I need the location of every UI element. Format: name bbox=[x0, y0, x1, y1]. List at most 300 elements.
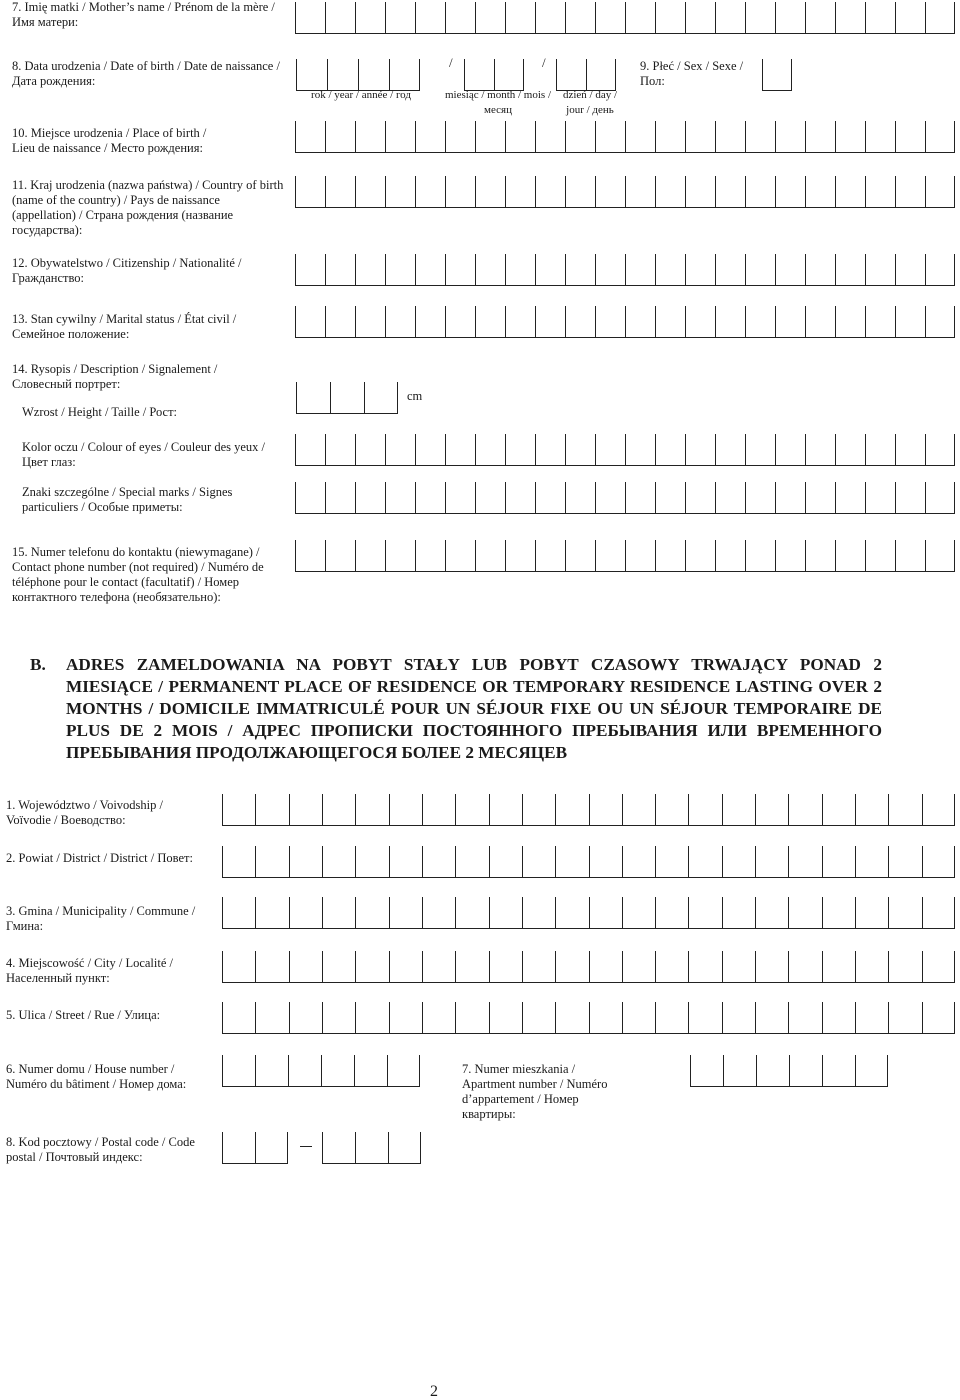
character-box[interactable] bbox=[295, 121, 325, 153]
character-box[interactable] bbox=[445, 540, 475, 572]
character-box[interactable] bbox=[775, 254, 805, 286]
character-box[interactable] bbox=[805, 176, 835, 208]
character-box[interactable] bbox=[322, 794, 355, 826]
character-box[interactable] bbox=[535, 306, 565, 338]
character-box[interactable] bbox=[355, 540, 385, 572]
character-box[interactable] bbox=[535, 482, 565, 514]
character-box[interactable] bbox=[255, 1002, 288, 1034]
character-box[interactable] bbox=[835, 540, 865, 572]
character-box[interactable] bbox=[745, 482, 775, 514]
character-box[interactable] bbox=[922, 794, 955, 826]
character-box[interactable] bbox=[355, 482, 385, 514]
character-box[interactable] bbox=[655, 846, 688, 878]
character-box[interactable] bbox=[355, 176, 385, 208]
character-box[interactable] bbox=[505, 306, 535, 338]
character-box[interactable] bbox=[595, 121, 625, 153]
country-of-birth-field[interactable] bbox=[295, 176, 955, 208]
character-box[interactable] bbox=[655, 951, 688, 983]
character-box[interactable] bbox=[775, 540, 805, 572]
character-box[interactable] bbox=[415, 254, 445, 286]
character-box[interactable] bbox=[722, 951, 755, 983]
character-box[interactable] bbox=[522, 794, 555, 826]
character-box[interactable] bbox=[655, 306, 685, 338]
character-box[interactable] bbox=[805, 306, 835, 338]
district-field[interactable] bbox=[222, 846, 955, 878]
character-box[interactable] bbox=[775, 176, 805, 208]
character-box[interactable] bbox=[325, 176, 355, 208]
character-box[interactable] bbox=[586, 59, 616, 91]
character-box[interactable] bbox=[385, 306, 415, 338]
character-box[interactable] bbox=[922, 897, 955, 929]
character-box[interactable] bbox=[835, 482, 865, 514]
character-box[interactable] bbox=[445, 176, 475, 208]
character-box[interactable] bbox=[389, 794, 422, 826]
character-box[interactable] bbox=[535, 434, 565, 466]
character-box[interactable] bbox=[822, 794, 855, 826]
character-box[interactable] bbox=[355, 951, 388, 983]
character-box[interactable] bbox=[865, 482, 895, 514]
character-box[interactable] bbox=[475, 540, 505, 572]
character-box[interactable] bbox=[322, 846, 355, 878]
character-box[interactable] bbox=[925, 254, 955, 286]
character-box[interactable] bbox=[565, 254, 595, 286]
character-box[interactable] bbox=[505, 434, 535, 466]
character-box[interactable] bbox=[822, 1055, 855, 1087]
character-box[interactable] bbox=[358, 59, 389, 91]
character-box[interactable] bbox=[295, 254, 325, 286]
character-box[interactable] bbox=[296, 382, 330, 414]
character-box[interactable] bbox=[535, 121, 565, 153]
character-box[interactable] bbox=[685, 2, 715, 34]
character-box[interactable] bbox=[589, 897, 622, 929]
character-box[interactable] bbox=[222, 951, 255, 983]
character-box[interactable] bbox=[685, 254, 715, 286]
character-box[interactable] bbox=[788, 1002, 821, 1034]
character-box[interactable] bbox=[805, 482, 835, 514]
character-box[interactable] bbox=[888, 846, 921, 878]
character-box[interactable] bbox=[625, 306, 655, 338]
character-box[interactable] bbox=[505, 482, 535, 514]
character-box[interactable] bbox=[387, 1055, 420, 1087]
character-box[interactable] bbox=[288, 1055, 321, 1087]
character-box[interactable] bbox=[565, 434, 595, 466]
character-box[interactable] bbox=[715, 540, 745, 572]
character-box[interactable] bbox=[822, 846, 855, 878]
character-box[interactable] bbox=[685, 306, 715, 338]
character-box[interactable] bbox=[690, 1055, 723, 1087]
character-box[interactable] bbox=[715, 254, 745, 286]
street-field[interactable] bbox=[222, 1002, 955, 1034]
character-box[interactable] bbox=[422, 846, 455, 878]
birth-day-field[interactable] bbox=[556, 59, 616, 91]
character-box[interactable] bbox=[565, 482, 595, 514]
character-box[interactable] bbox=[322, 897, 355, 929]
character-box[interactable] bbox=[723, 1055, 756, 1087]
character-box[interactable] bbox=[505, 2, 535, 34]
character-box[interactable] bbox=[415, 2, 445, 34]
character-box[interactable] bbox=[655, 121, 685, 153]
character-box[interactable] bbox=[295, 434, 325, 466]
character-box[interactable] bbox=[788, 897, 821, 929]
character-box[interactable] bbox=[322, 1132, 355, 1164]
character-box[interactable] bbox=[222, 897, 255, 929]
character-box[interactable] bbox=[354, 1055, 387, 1087]
character-box[interactable] bbox=[355, 306, 385, 338]
house-number-field[interactable] bbox=[222, 1055, 420, 1087]
character-box[interactable] bbox=[289, 846, 322, 878]
character-box[interactable] bbox=[565, 540, 595, 572]
character-box[interactable] bbox=[389, 846, 422, 878]
character-box[interactable] bbox=[455, 951, 488, 983]
character-box[interactable] bbox=[595, 482, 625, 514]
character-box[interactable] bbox=[255, 1055, 288, 1087]
character-box[interactable] bbox=[505, 176, 535, 208]
character-box[interactable] bbox=[489, 846, 522, 878]
character-box[interactable] bbox=[835, 306, 865, 338]
character-box[interactable] bbox=[355, 1002, 388, 1034]
character-box[interactable] bbox=[755, 1002, 788, 1034]
character-box[interactable] bbox=[762, 59, 792, 91]
character-box[interactable] bbox=[364, 382, 398, 414]
character-box[interactable] bbox=[322, 951, 355, 983]
character-box[interactable] bbox=[822, 951, 855, 983]
postal-code-prefix-field[interactable] bbox=[222, 1132, 288, 1164]
municipality-field[interactable] bbox=[222, 897, 955, 929]
character-box[interactable] bbox=[321, 1055, 354, 1087]
character-box[interactable] bbox=[505, 540, 535, 572]
character-box[interactable] bbox=[385, 254, 415, 286]
character-box[interactable] bbox=[865, 176, 895, 208]
city-field[interactable] bbox=[222, 951, 955, 983]
character-box[interactable] bbox=[535, 2, 565, 34]
character-box[interactable] bbox=[855, 1002, 888, 1034]
character-box[interactable] bbox=[835, 254, 865, 286]
birth-month-field[interactable] bbox=[464, 59, 524, 91]
character-box[interactable] bbox=[715, 482, 745, 514]
character-box[interactable] bbox=[745, 176, 775, 208]
character-box[interactable] bbox=[415, 482, 445, 514]
character-box[interactable] bbox=[788, 794, 821, 826]
character-box[interactable] bbox=[555, 951, 588, 983]
character-box[interactable] bbox=[522, 1002, 555, 1034]
character-box[interactable] bbox=[489, 1002, 522, 1034]
character-box[interactable] bbox=[715, 2, 745, 34]
character-box[interactable] bbox=[865, 434, 895, 466]
character-box[interactable] bbox=[355, 1132, 388, 1164]
height-field[interactable] bbox=[296, 382, 398, 414]
character-box[interactable] bbox=[325, 2, 355, 34]
voivodship-field[interactable] bbox=[222, 794, 955, 826]
character-box[interactable] bbox=[655, 176, 685, 208]
character-box[interactable] bbox=[555, 1002, 588, 1034]
character-box[interactable] bbox=[295, 176, 325, 208]
character-box[interactable] bbox=[296, 59, 327, 91]
character-box[interactable] bbox=[835, 176, 865, 208]
character-box[interactable] bbox=[722, 794, 755, 826]
character-box[interactable] bbox=[415, 540, 445, 572]
character-box[interactable] bbox=[330, 382, 364, 414]
character-box[interactable] bbox=[415, 306, 445, 338]
character-box[interactable] bbox=[555, 794, 588, 826]
character-box[interactable] bbox=[455, 897, 488, 929]
character-box[interactable] bbox=[655, 540, 685, 572]
character-box[interactable] bbox=[745, 434, 775, 466]
character-box[interactable] bbox=[475, 121, 505, 153]
character-box[interactable] bbox=[756, 1055, 789, 1087]
character-box[interactable] bbox=[475, 482, 505, 514]
character-box[interactable] bbox=[325, 540, 355, 572]
character-box[interactable] bbox=[385, 176, 415, 208]
character-box[interactable] bbox=[755, 951, 788, 983]
character-box[interactable] bbox=[325, 434, 355, 466]
character-box[interactable] bbox=[655, 482, 685, 514]
character-box[interactable] bbox=[895, 482, 925, 514]
eye-colour-field[interactable] bbox=[295, 434, 955, 466]
character-box[interactable] bbox=[475, 434, 505, 466]
character-box[interactable] bbox=[295, 482, 325, 514]
character-box[interactable] bbox=[595, 434, 625, 466]
character-box[interactable] bbox=[625, 176, 655, 208]
character-box[interactable] bbox=[788, 951, 821, 983]
character-box[interactable] bbox=[685, 434, 715, 466]
character-box[interactable] bbox=[445, 306, 475, 338]
character-box[interactable] bbox=[595, 306, 625, 338]
character-box[interactable] bbox=[895, 434, 925, 466]
character-box[interactable] bbox=[422, 897, 455, 929]
character-box[interactable] bbox=[295, 2, 325, 34]
character-box[interactable] bbox=[775, 2, 805, 34]
character-box[interactable] bbox=[595, 254, 625, 286]
character-box[interactable] bbox=[289, 794, 322, 826]
character-box[interactable] bbox=[895, 176, 925, 208]
character-box[interactable] bbox=[622, 951, 655, 983]
character-box[interactable] bbox=[715, 306, 745, 338]
character-box[interactable] bbox=[389, 1002, 422, 1034]
character-box[interactable] bbox=[389, 59, 420, 91]
character-box[interactable] bbox=[745, 306, 775, 338]
character-box[interactable] bbox=[865, 306, 895, 338]
character-box[interactable] bbox=[922, 846, 955, 878]
character-box[interactable] bbox=[455, 1002, 488, 1034]
character-box[interactable] bbox=[775, 482, 805, 514]
character-box[interactable] bbox=[589, 951, 622, 983]
character-box[interactable] bbox=[355, 121, 385, 153]
character-box[interactable] bbox=[855, 794, 888, 826]
character-box[interactable] bbox=[389, 951, 422, 983]
character-box[interactable] bbox=[355, 794, 388, 826]
character-box[interactable] bbox=[355, 254, 385, 286]
marital-status-field[interactable] bbox=[295, 306, 955, 338]
character-box[interactable] bbox=[535, 540, 565, 572]
character-box[interactable] bbox=[385, 121, 415, 153]
character-box[interactable] bbox=[522, 951, 555, 983]
character-box[interactable] bbox=[589, 1002, 622, 1034]
character-box[interactable] bbox=[625, 121, 655, 153]
character-box[interactable] bbox=[775, 121, 805, 153]
character-box[interactable] bbox=[685, 540, 715, 572]
character-box[interactable] bbox=[622, 794, 655, 826]
birth-year-field[interactable] bbox=[296, 59, 420, 91]
character-box[interactable] bbox=[625, 434, 655, 466]
character-box[interactable] bbox=[855, 1055, 888, 1087]
character-box[interactable] bbox=[464, 59, 494, 91]
character-box[interactable] bbox=[565, 176, 595, 208]
character-box[interactable] bbox=[289, 897, 322, 929]
character-box[interactable] bbox=[222, 1002, 255, 1034]
character-box[interactable] bbox=[445, 121, 475, 153]
character-box[interactable] bbox=[255, 951, 288, 983]
character-box[interactable] bbox=[805, 121, 835, 153]
character-box[interactable] bbox=[685, 121, 715, 153]
character-box[interactable] bbox=[222, 1055, 255, 1087]
character-box[interactable] bbox=[385, 540, 415, 572]
character-box[interactable] bbox=[789, 1055, 822, 1087]
character-box[interactable] bbox=[688, 846, 721, 878]
character-box[interactable] bbox=[822, 1002, 855, 1034]
character-box[interactable] bbox=[888, 1002, 921, 1034]
character-box[interactable] bbox=[388, 1132, 421, 1164]
character-box[interactable] bbox=[755, 846, 788, 878]
character-box[interactable] bbox=[535, 254, 565, 286]
character-box[interactable] bbox=[625, 540, 655, 572]
character-box[interactable] bbox=[565, 306, 595, 338]
character-box[interactable] bbox=[445, 254, 475, 286]
character-box[interactable] bbox=[327, 59, 358, 91]
character-box[interactable] bbox=[685, 176, 715, 208]
character-box[interactable] bbox=[295, 306, 325, 338]
character-box[interactable] bbox=[445, 2, 475, 34]
character-box[interactable] bbox=[295, 540, 325, 572]
character-box[interactable] bbox=[895, 306, 925, 338]
character-box[interactable] bbox=[865, 121, 895, 153]
character-box[interactable] bbox=[805, 434, 835, 466]
character-box[interactable] bbox=[625, 2, 655, 34]
character-box[interactable] bbox=[325, 121, 355, 153]
character-box[interactable] bbox=[522, 897, 555, 929]
character-box[interactable] bbox=[922, 951, 955, 983]
character-box[interactable] bbox=[855, 897, 888, 929]
citizenship-field[interactable] bbox=[295, 254, 955, 286]
character-box[interactable] bbox=[522, 846, 555, 878]
character-box[interactable] bbox=[322, 1002, 355, 1034]
character-box[interactable] bbox=[745, 121, 775, 153]
character-box[interactable] bbox=[925, 306, 955, 338]
character-box[interactable] bbox=[222, 794, 255, 826]
character-box[interactable] bbox=[715, 434, 745, 466]
character-box[interactable] bbox=[289, 1002, 322, 1034]
character-box[interactable] bbox=[655, 794, 688, 826]
character-box[interactable] bbox=[255, 1132, 288, 1164]
character-box[interactable] bbox=[655, 897, 688, 929]
character-box[interactable] bbox=[625, 254, 655, 286]
character-box[interactable] bbox=[775, 306, 805, 338]
character-box[interactable] bbox=[805, 254, 835, 286]
character-box[interactable] bbox=[922, 1002, 955, 1034]
character-box[interactable] bbox=[835, 2, 865, 34]
character-box[interactable] bbox=[715, 121, 745, 153]
character-box[interactable] bbox=[555, 897, 588, 929]
character-box[interactable] bbox=[415, 176, 445, 208]
character-box[interactable] bbox=[389, 897, 422, 929]
character-box[interactable] bbox=[555, 846, 588, 878]
character-box[interactable] bbox=[855, 846, 888, 878]
character-box[interactable] bbox=[455, 846, 488, 878]
phone-number-field[interactable] bbox=[295, 540, 955, 572]
character-box[interactable] bbox=[475, 306, 505, 338]
character-box[interactable] bbox=[688, 794, 721, 826]
character-box[interactable] bbox=[489, 951, 522, 983]
character-box[interactable] bbox=[805, 2, 835, 34]
character-box[interactable] bbox=[475, 176, 505, 208]
character-box[interactable] bbox=[255, 846, 288, 878]
character-box[interactable] bbox=[855, 951, 888, 983]
character-box[interactable] bbox=[655, 1002, 688, 1034]
mother-name-field[interactable] bbox=[295, 2, 955, 34]
character-box[interactable] bbox=[622, 1002, 655, 1034]
character-box[interactable] bbox=[385, 434, 415, 466]
character-box[interactable] bbox=[895, 121, 925, 153]
character-box[interactable] bbox=[289, 951, 322, 983]
character-box[interactable] bbox=[325, 482, 355, 514]
character-box[interactable] bbox=[222, 1132, 255, 1164]
character-box[interactable] bbox=[888, 794, 921, 826]
character-box[interactable] bbox=[445, 434, 475, 466]
character-box[interactable] bbox=[589, 794, 622, 826]
character-box[interactable] bbox=[445, 482, 475, 514]
character-box[interactable] bbox=[895, 2, 925, 34]
character-box[interactable] bbox=[505, 254, 535, 286]
character-box[interactable] bbox=[222, 846, 255, 878]
character-box[interactable] bbox=[589, 846, 622, 878]
character-box[interactable] bbox=[385, 482, 415, 514]
apartment-number-field[interactable] bbox=[690, 1055, 888, 1087]
character-box[interactable] bbox=[622, 897, 655, 929]
character-box[interactable] bbox=[925, 482, 955, 514]
character-box[interactable] bbox=[775, 434, 805, 466]
character-box[interactable] bbox=[805, 540, 835, 572]
character-box[interactable] bbox=[535, 176, 565, 208]
character-box[interactable] bbox=[415, 121, 445, 153]
character-box[interactable] bbox=[565, 2, 595, 34]
character-box[interactable] bbox=[505, 121, 535, 153]
character-box[interactable] bbox=[565, 121, 595, 153]
character-box[interactable] bbox=[355, 897, 388, 929]
character-box[interactable] bbox=[325, 254, 355, 286]
character-box[interactable] bbox=[595, 2, 625, 34]
sex-field[interactable] bbox=[762, 59, 792, 91]
character-box[interactable] bbox=[715, 176, 745, 208]
character-box[interactable] bbox=[688, 897, 721, 929]
character-box[interactable] bbox=[865, 2, 895, 34]
place-of-birth-field[interactable] bbox=[295, 121, 955, 153]
character-box[interactable] bbox=[745, 254, 775, 286]
character-box[interactable] bbox=[745, 540, 775, 572]
character-box[interactable] bbox=[722, 897, 755, 929]
character-box[interactable] bbox=[489, 897, 522, 929]
character-box[interactable] bbox=[355, 846, 388, 878]
character-box[interactable] bbox=[688, 1002, 721, 1034]
special-marks-field[interactable] bbox=[295, 482, 955, 514]
character-box[interactable] bbox=[415, 434, 445, 466]
character-box[interactable] bbox=[865, 254, 895, 286]
character-box[interactable] bbox=[655, 254, 685, 286]
character-box[interactable] bbox=[722, 846, 755, 878]
character-box[interactable] bbox=[835, 434, 865, 466]
character-box[interactable] bbox=[745, 2, 775, 34]
character-box[interactable] bbox=[625, 482, 655, 514]
character-box[interactable] bbox=[925, 121, 955, 153]
character-box[interactable] bbox=[895, 540, 925, 572]
